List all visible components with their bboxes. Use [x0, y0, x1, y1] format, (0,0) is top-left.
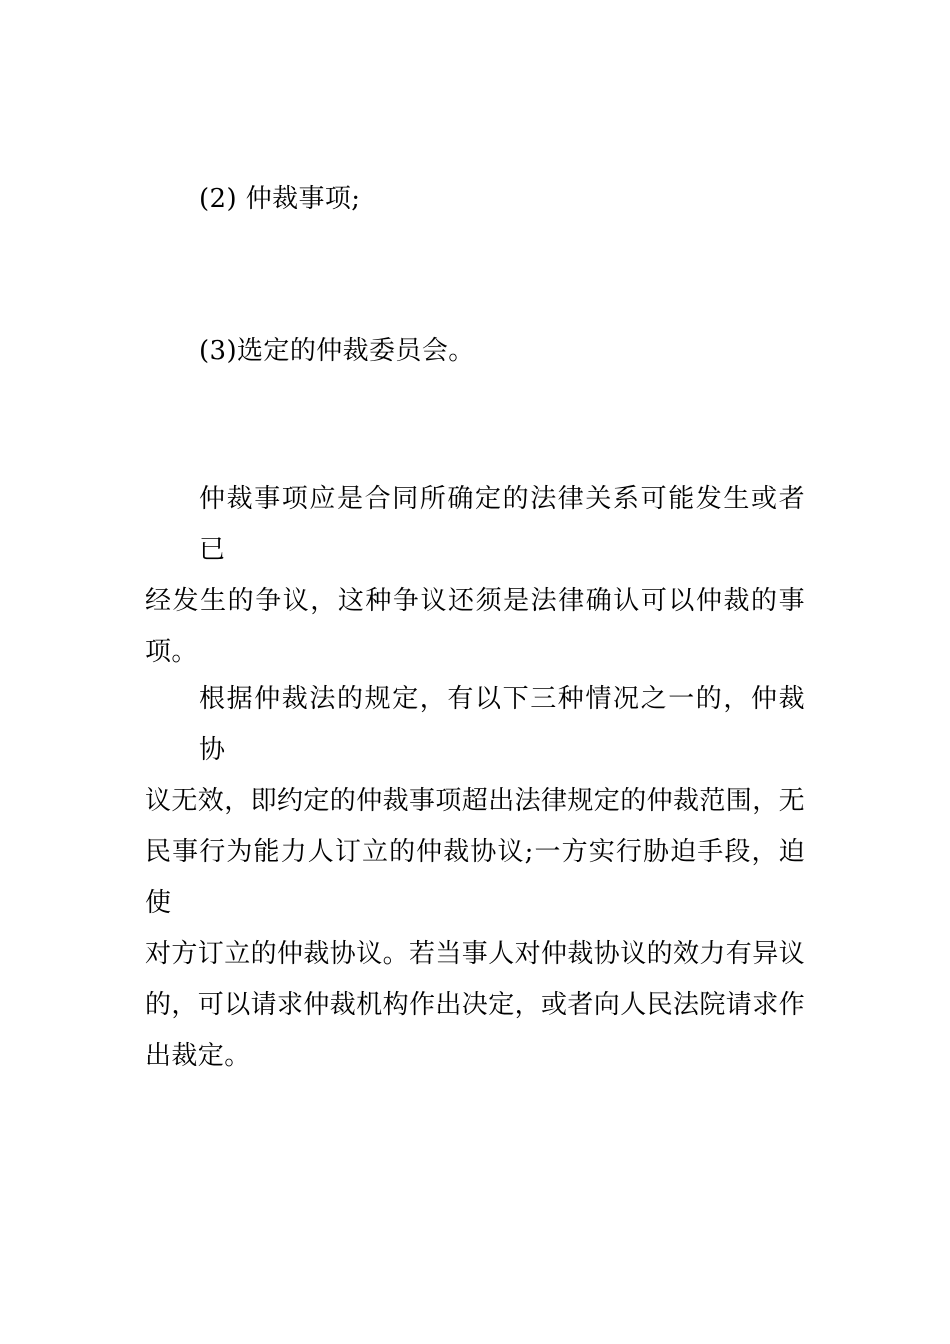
paragraph-line: (2) 仲裁事项;	[199, 184, 361, 214]
paragraph-line: 民事行为能力人订立的仲裁协议;一方实行胁迫手段，迫使	[145, 837, 805, 918]
paragraph-line: 对方订立的仲裁协议。若当事人对仲裁协议的效力有异议	[145, 939, 806, 969]
paragraph-line: 经发生的争议，这种争议还须是法律确认可以仲裁的事项。	[145, 586, 805, 667]
paragraph-line: 的，可以请求仲裁机构作出决定，或者向人民法院请求作	[145, 990, 806, 1020]
paragraph-line: 议无效，即约定的仲裁事项超出法律规定的仲裁范围，无	[145, 786, 806, 816]
paragraph-line: 仲裁事项应是合同所确定的法律关系可能发生或者已	[199, 484, 805, 565]
paragraph-item-3	[145, 326, 805, 377]
paragraph-arbitration-matters	[145, 474, 805, 678]
paragraph-line: (3)选定的仲裁委员会。	[199, 336, 475, 366]
paragraph-line: 出裁定。	[145, 1041, 251, 1071]
paragraph-line: 根据仲裁法的规定，有以下三种情况之一的，仲裁协	[199, 684, 805, 765]
paragraph-invalid-agreement	[145, 674, 805, 1082]
paragraph-item-2	[145, 174, 805, 225]
